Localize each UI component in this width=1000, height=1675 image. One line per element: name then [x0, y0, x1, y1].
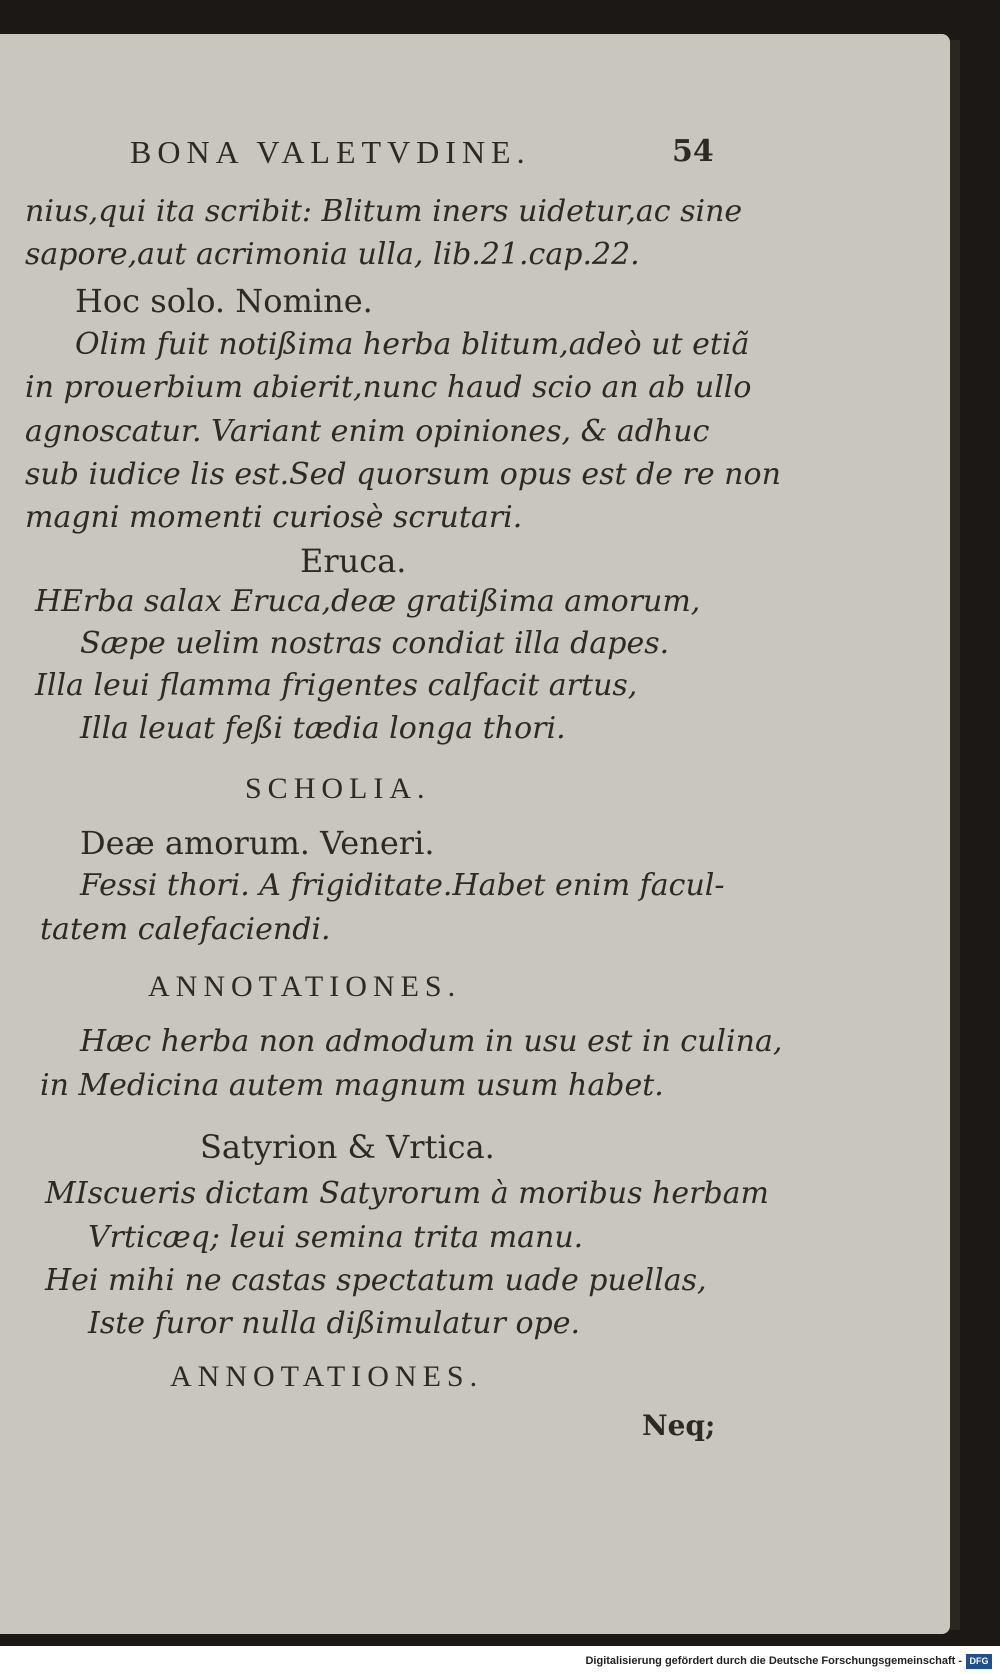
folio-number: 54	[672, 134, 714, 169]
verse-line: Hei mihi ne castas spectatum uade puellas,	[45, 1263, 707, 1298]
text-line: in prouerbium abierit,nunc haud scio an ab ullo	[25, 370, 752, 405]
verse-line: Illa leuat feßi tædia longa thori.	[80, 711, 566, 746]
verse-line: Iste furor nulla dißimulatur ope.	[88, 1306, 581, 1341]
text-line: sub iudice lis est.Sed quorsum opus est de re non	[25, 457, 781, 492]
section-heading: ANNOTATIONES.	[148, 970, 462, 1003]
text-line: Fessi thori. A frigiditate.Habet enim facul-	[80, 868, 725, 903]
funding-credit: Digitalisierung gefördert durch die Deutsche Forschungsgemeinschaft -	[585, 1655, 962, 1667]
section-heading: ANNOTATIONES.	[170, 1360, 484, 1393]
text-line: sapore,aut acrimonia ulla, lib.21.cap.22.	[25, 237, 640, 272]
footer-bar	[0, 1650, 1000, 1675]
text-line: Hæc herba non admodum in usu est in culina,	[80, 1024, 783, 1059]
text-line: Olim fuit notißima herba blitum,adeò ut etiã	[75, 327, 750, 362]
verse-line: HErba salax Eruca,deæ gratißima amorum,	[35, 584, 701, 619]
catchword: Neq;	[642, 1409, 716, 1442]
text-line: Hoc solo. Nomine.	[75, 282, 373, 320]
verse-line: Sæpe uelim nostras condiat illa dapes.	[80, 626, 670, 661]
text-line: Deæ amorum. Veneri.	[80, 824, 435, 862]
section-heading: Eruca.	[300, 542, 407, 580]
verse-line: Vrticæq; leui semina trita manu.	[88, 1220, 584, 1255]
section-heading: Satyrion & Vrtica.	[200, 1128, 495, 1166]
verse-line: MIscueris dictam Satyrorum à moribus herbam	[45, 1176, 769, 1211]
text-line: magni momenti curiosè scrutari.	[25, 500, 523, 535]
text-line: agnoscatur. Variant enim opiniones, & adhuc	[25, 414, 710, 449]
running-head-title: BONA VALETVDINE.	[130, 134, 531, 170]
text-line: in Medicina autem magnum usum habet.	[40, 1068, 664, 1103]
section-heading: SCHOLIA.	[245, 772, 431, 805]
text-line: tatem calefaciendi.	[40, 912, 331, 947]
book-page	[0, 34, 950, 1634]
page-edge-shadow	[950, 40, 960, 1630]
text-line: nius,qui ita scribit: Blitum iners uidetur,ac sine	[25, 194, 743, 229]
dfg-logo: DFG	[966, 1654, 992, 1669]
verse-line: Illa leui flamma frigentes calfacit artus,	[35, 668, 638, 703]
